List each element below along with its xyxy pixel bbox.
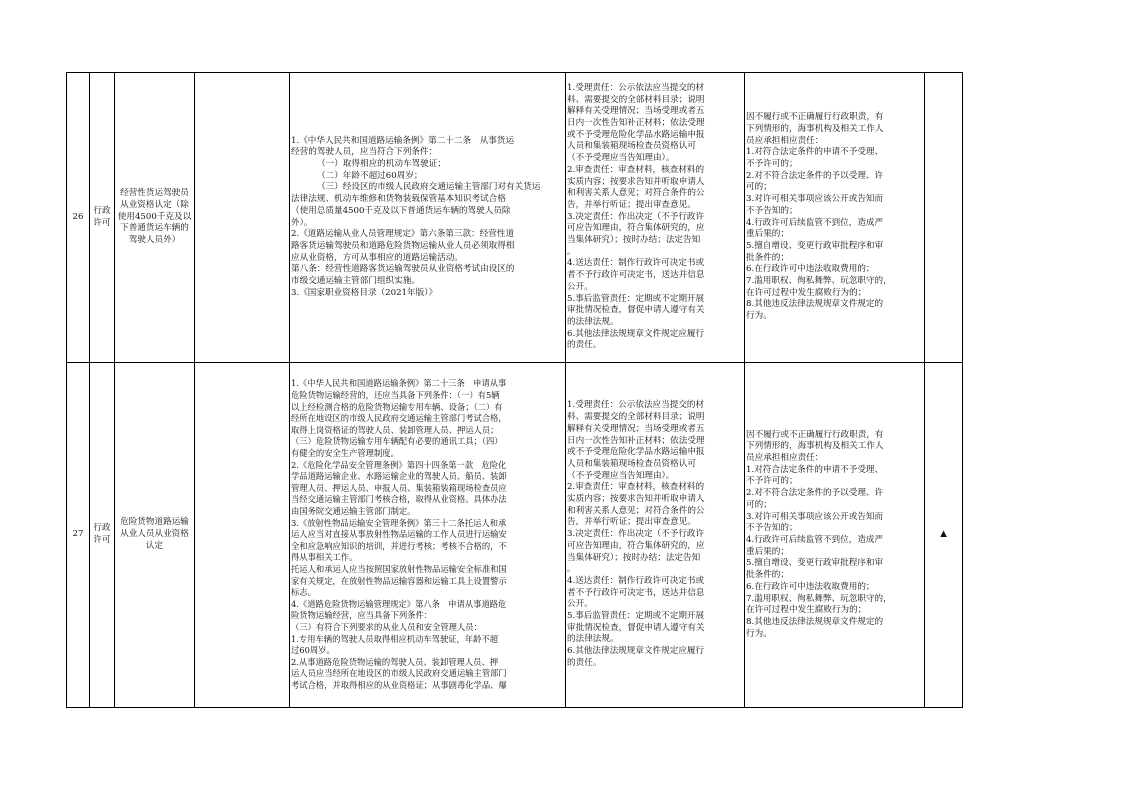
row-number: 26 [67,73,90,363]
text-line: 应从业资格，方可从事相应的道路运输活动。 [291,252,463,263]
text-line: 3.决定责任：作出决定（不予行政许 [567,529,705,540]
text-line: 不予告知的； [746,205,798,216]
text-line: 料、需要提交的全部材料目录；说明 [567,94,705,105]
text-line: 者不予行政许可决定书，送达并信息 [567,270,705,281]
text-line: 批条件的； [746,252,789,263]
text-line: 以上经检测合格的危险货物运输专用车辆、设备；（二）有 [291,401,503,412]
text-line: 的法律法规。 [567,316,619,327]
text-line: 5.擅自增设、变更行政审批程序和审 [746,240,884,251]
text-line: 的责任。 [567,340,602,351]
text-line: 1.《中华人民共和国道路运输条例》第二十二条 从事货运 [291,135,515,146]
text-line: （使用总质量4500千克及以下普通货运车辆的驾驶人员除 [291,205,511,216]
text-line: 因不履行或不正确履行行政职责，有 [746,112,884,123]
text-line: 2.《危险化学品安全管理条例》第四十四条第一款 危险化 [291,459,507,470]
text-line: 实质内容；按要求告知并听取申请人 [567,494,705,505]
text-line: 批条件的； [746,570,789,581]
text-line: 解释有关受理情况；当场受理或者五 [567,423,705,434]
accountability-cell [745,363,925,708]
text-line: 2.《道路运输从业人员管理规定》第六条第三款：经营性道 [291,229,515,240]
text-line: （三）危险货物运输专用车辆配有必要的通讯工具；（四） [291,436,503,447]
text-line: 1.对符合法定条件的申请不予受理、 [746,147,884,158]
text-line: 1.专用车辆的驾驶人员取得相应机动车驾驶证，年龄不超 [291,633,499,644]
text-line: 3.对许可相关事项应该公开或告知而 [746,511,884,522]
text-line: 6.在行政许可中违法收取费用的； [746,264,875,275]
mark-cell: ▲ [925,363,963,708]
text-line: 当经交通运输主管部门考核合格，取得从业资格。具体办法 [291,494,507,505]
item-name-cell: 经营性货运驾驶员从业资格认定（除使用4500千克及以下普通货运车辆的驾驶人员外） [115,73,195,363]
basis-cell [290,363,566,708]
text-line: 和利害关系人意见；对符合条件的公 [567,505,705,516]
text-line: 实质内容；按要求告知并听取申请人 [567,176,705,187]
text-line: 可的； [746,499,772,510]
text-line: 日内一次性告知补正材料；依法受理 [567,435,705,446]
table-row [67,73,963,363]
text-line: 可应告知理由，符合集体研究的，应 [567,540,705,551]
text-line: 2.对不符合法定条件的予以受理、许 [746,170,884,181]
text-line: 下列情形的，海事机构及相关工作人 [746,123,884,134]
text-line: 5.擅自增设、变更行政审批程序和审 [746,558,884,569]
text-line: 因不履行或不正确履行行政职责，有 [746,429,884,440]
text-line: 行为。 [746,311,772,322]
text-line: 料、需要提交的全部材料目录；说明 [567,412,705,423]
text-line: 1.《中华人民共和国道路运输条例》第二十三条 申请从事 [291,378,507,389]
text-line: 取得上岗资格证的驾驶人员、装卸管理人员、押运人员； [291,424,499,435]
text-line: 托运人和承运人应当按照国家放射性物品运输安全标准和国 [291,563,507,574]
text-line: 或不予受理危险化学品水路运输申报 [567,129,705,140]
text-line: 有健全的安全生产管理制度。 [291,448,399,459]
text-line: 或不予受理危险化学品水路运输申报 [567,447,705,458]
text-line: 审批情况检查，督促申请人遵守有关 [567,305,705,316]
text-line: 4.送达责任：制作行政许可决定书或 [567,575,705,586]
text-line: 行为。 [746,628,772,639]
text-line: 8.其他违反法律法规规章文件规定的 [746,616,884,627]
text-line: 公开。 [567,281,593,292]
text-line: 者不予行政许可决定书，送达并信息 [567,587,705,598]
text-line: 的责任。 [567,657,602,668]
text-line: 当集体研究）；按时办结；法定告知 [567,552,701,563]
table-row [67,363,963,708]
text-line: 1.对符合法定条件的申请不予受理、 [746,464,884,475]
accountability-cell [745,73,925,363]
text-line: 学品道路运输企业、水路运输企业的驾驶人员、船员、装卸 [291,471,507,482]
text-line: 人员和集装箱现场检查员资格认可 [567,141,696,152]
text-line: 人员和集装箱现场检查员资格认可 [567,458,696,469]
mark-cell [925,73,963,363]
text-line: 危险货物运输经营的，还应当具备下列条件：（一）有5辆 [291,390,500,401]
sub-item-cell [195,73,290,363]
text-line: 告，并举行听证；提出审查意见。 [567,199,696,210]
duty-cell [566,73,745,363]
text-line: 可的； [746,182,772,193]
text-line: 和利害关系人意见；对符合条件的公 [567,188,705,199]
text-line: 市级交通运输主管部门组织实施。 [291,276,420,287]
text-line: 告，并举行听证；提出审查意见。 [567,517,696,528]
text-line: 险货物运输经营，应当具备下列条件： [291,610,433,621]
text-line: 员应承担相应责任： [746,453,824,464]
text-line: 2.审查责任：审查材料，核查材料的 [567,164,705,175]
text-line: 路客货运输驾驶员和道路危险货物运输从业人员必须取得相 [291,240,515,251]
text-line: 3.《国家职业资格目录（2021年版）》 [291,287,438,298]
responsibility-table [66,72,963,708]
text-line: 当集体研究）；按时办结；法定告知 [567,235,701,246]
text-line: 4.行政许可后续监管不到位，造成严 [746,535,884,545]
text-line: 公开。 [567,599,593,610]
text-line: 家有关规定，在放射性物品运输容器和运输工具上设置警示 [291,575,507,586]
text-line: 由国务院交通运输主管部门制定。 [291,506,416,517]
text-line: 不予许可的； [746,476,798,487]
text-line: 6.其他法律法规规章文件规定应履行 [567,646,705,657]
text-line: 经所在地设区的市级人民政府交通运输主管部门考试合格， [291,413,507,424]
text-line: 重后果的； [746,229,789,240]
text-line: 8.其他违反法律法规规章文件规定的 [746,299,884,310]
text-line: （一）取得相应的机动车驾驶证； [317,158,446,169]
text-line: 考试合格，并取得相应的从业资格证；从事剧毒化学品、爆 [291,679,507,690]
text-line: 5.事后监管责任：定期或不定期开展 [567,611,705,622]
text-line: 外）。 [291,217,313,228]
text-line: 下列情形的，海事机构及相关工作人 [746,441,884,452]
text-line: 的法律法规。 [567,634,619,645]
text-line: 运人应当对直接从事放射性物品运输的工作人员进行运输安 [291,529,507,540]
text-line: 经营的驾驶人员，应当符合下列条件： [291,147,438,158]
category-cell: 行政许可 [90,363,115,708]
text-line: （三）经设区的市级人民政府交通运输主管部门对有关货运 [317,182,541,193]
text-line: 运人员应当经所在地设区的市级人民政府交通运输主管部门 [291,668,507,679]
text-line: 在许可过程中发生腐败行为的； [746,605,867,616]
text-line: 1.受理责任：公示依法应当提交的材 [567,82,705,93]
text-line: （不予受理应当告知理由）。 [567,153,675,164]
row-number: 27 [67,363,90,708]
text-line: 审批情况检查，督促申请人遵守有关 [567,622,705,633]
text-line: 第八条：经营性道路客货运输驾驶员从业资格考试由设区的 [291,264,515,275]
text-line: 重后果的； [746,546,789,557]
text-line: 解释有关受理情况；当场受理或者五 [567,106,705,117]
text-line: 4.《道路危险货物运输管理规定》第八条 申请从事道路危 [291,598,507,609]
text-line: 4.行政许可后续监管不到位，造成严 [746,217,884,228]
text-line: 3.决定责任：作出决定（不予行政许 [567,211,705,222]
text-line: 2.审查责任：审查材料，核查材料的 [567,482,705,493]
text-line: 6.其他法律法规规章文件规定应履行 [567,328,705,339]
text-line: 6.在行政许可中违法收取费用的； [746,581,875,592]
text-line: 全和应急响应知识的培训，并进行考核；考核不合格的，不 [291,540,507,551]
sub-item-cell [195,363,290,708]
text-line: （三）有符合下列要求的从业人员和安全管理人员： [291,621,482,632]
text-line: 2.从事道路危险货物运输的驾驶人员、装卸管理人员、押 [291,656,499,667]
duty-cell [566,363,745,708]
text-line: 不予许可的； [746,158,798,169]
text-line: 2.对不符合法定条件的予以受理、许 [746,488,884,499]
text-line: 7.滥用职权、徇私舞弊、玩忽职守的， [746,276,892,287]
text-line: 。 [567,246,576,257]
text-line: 不予告知的； [746,523,798,534]
text-line: 得从事相关工作。 [291,552,358,563]
table-body [67,73,963,708]
text-line: 1.受理责任：公示依法应当提交的材 [567,400,705,411]
text-line: 管理人员、押运人员、申报人员、集装箱装箱现场检查员应 [291,482,507,493]
text-line: 可应告知理由，符合集体研究的，应 [567,223,705,234]
text-line: 在许可过程中发生腐败行为的； [746,287,867,298]
text-line: 日内一次性告知补正材料；依法受理 [567,118,705,129]
text-line: 7.滥用职权、徇私舞弊、玩忽职守的， [746,593,892,604]
text-line: 3.《放射性物品运输安全管理条例》第三十二条托运人和承 [291,517,507,528]
category-cell: 行政许可 [90,73,115,363]
text-line: 。 [567,564,576,575]
item-name-cell: 危险货物道路运输从业人员从业资格认定 [115,363,195,708]
basis-cell [290,73,566,363]
text-line: 过60周岁。 [291,645,335,656]
text-line: （不予受理应当告知理由）。 [567,470,675,481]
text-line: 法律法规、机动车维修和货物装载保管基本知识考试合格 [291,194,506,205]
text-line: 标志。 [291,587,316,598]
text-line: 4.送达责任：制作行政许可决定书或 [567,258,705,269]
text-line: 3.对许可相关事项应该公开或告知而 [746,194,884,205]
text-line: 员应承担相应责任： [746,135,824,146]
text-line: 5.事后监管责任：定期或不定期开展 [567,293,705,304]
text-line: （二）年龄不超过60周岁； [317,170,423,181]
